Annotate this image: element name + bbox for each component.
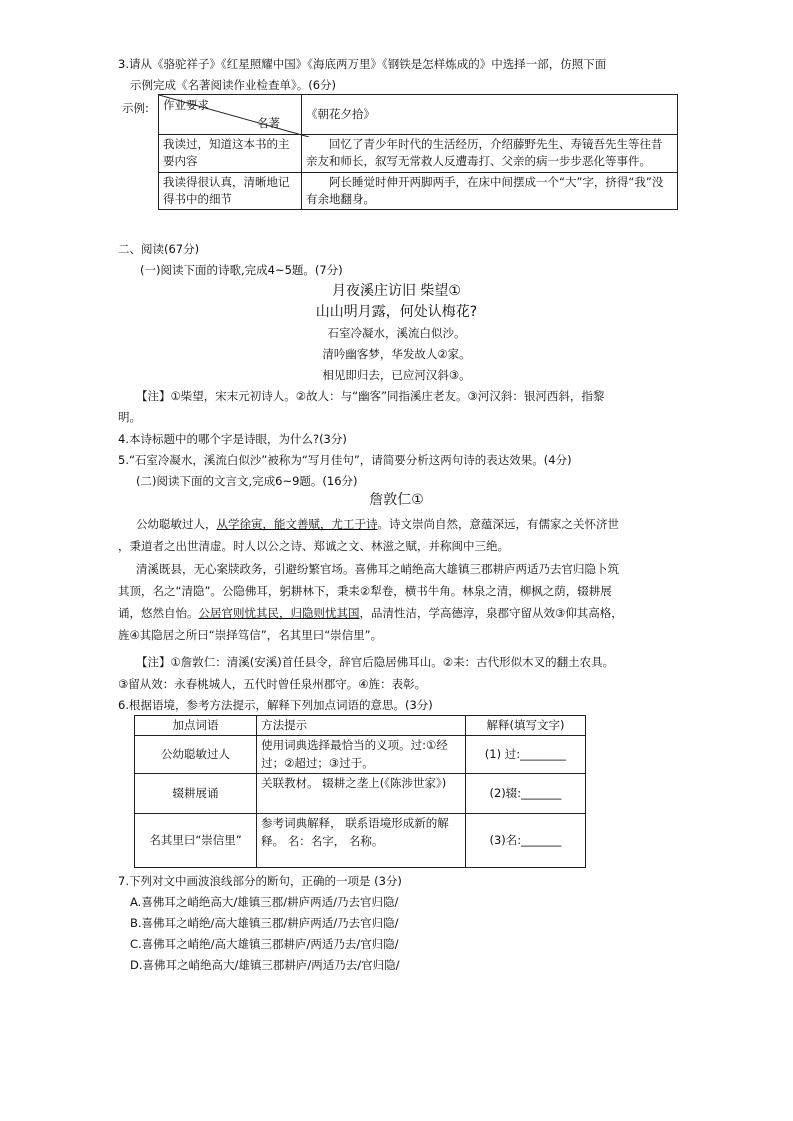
row-word-1: 公幼聪敏过人	[135, 736, 257, 774]
option-d[interactable]: D.喜佛耳之峭绝高大/雄镇三郡耕庐/两适乃去/官归隐/	[130, 958, 400, 972]
answer-blank-3[interactable]: (3)名:_______	[465, 814, 585, 868]
question-6-stem: 6.根据语境，参考方法提示，解释下列加点词语的意思。(3分)	[118, 698, 433, 712]
corner-bottom-label: 名著	[257, 116, 280, 130]
part2-intro: (二)阅读下面的文言文,完成6~9题。(16分)	[136, 474, 358, 488]
section-heading: 二、阅读(67分)	[118, 242, 200, 256]
prose-p2-line4: 旌④其隐居之所曰“崇择笃信”，名其里曰“崇信里”。	[118, 628, 383, 642]
header-hint: 方法提示	[257, 716, 466, 736]
prose-title: 詹敦仁①	[369, 492, 424, 508]
row2-answer: 阿长睡觉时伸开两脚两手，在床中间摆成一个“大”字，挤得“我”没有余地翻身。	[302, 172, 678, 210]
poem-title: 月夜溪庄访旧 柴望①	[331, 283, 461, 299]
prose-note-line2: ③留从效：永春桃城人，五代时曾任泉州郡守。④旌：表彰。	[118, 677, 427, 691]
header-answer: 解释(填写文字)	[465, 716, 585, 736]
prose-p2-a: 诵，悠然自怡。	[118, 606, 199, 620]
table-corner-cell	[159, 95, 302, 135]
poem-note-line1: 【注】①柴望，宋末元初诗人。②故人：与“幽客”同指溪庄老友。③河汉斜：银河西斜，指黎	[136, 389, 605, 403]
row1-answer: 回忆了青少年时代的生活经历，介绍藤野先生、寿镜吾先生等往昔亲友和师长，叙写无常救人反遭毒打、父亲的病一步步恶化等事件。	[302, 135, 678, 173]
question-4: 4.本诗标题中的哪个字是诗眼，为什么?(3分)	[118, 432, 347, 446]
row-word-2: 辍耕展诵	[135, 774, 257, 814]
prose-note-line1: 【注】①詹敦仁：清溪(安溪)首任县令，辞官后隐居佛耳山。②耒：古代形似木叉的翻土农具。	[136, 655, 615, 669]
prose-p1-c: 。诗文崇尚自然，意蕴深远，有儒家之关怀济世	[377, 517, 619, 531]
poem-note-line2: 明。	[118, 410, 141, 424]
option-b[interactable]: B.喜佛耳之峭绝/高大雄镇三郡/耕庐两适/乃去官归隐/	[130, 916, 399, 930]
option-a[interactable]: A.喜佛耳之峭绝高大/雄镇三郡/耕庐两适/乃去官归隐/	[130, 895, 399, 909]
prose-p2-c: ，品清性洁，学高德淳，泉郡守留从效③仰其高格，	[359, 606, 623, 620]
prose-p2-underlined: 公居官则忧其民，归隐则忧其国	[198, 606, 360, 620]
row-hint-2: 关联教材。 辍耕之垄上(《陈涉世家》)	[257, 774, 466, 814]
row2-requirement: 我读得很认真，清晰地记得书中的细节	[159, 172, 302, 210]
prose-p1-underlined: 从学徐寅，能文善赋，尤工于诗	[216, 517, 378, 531]
prose-p1-a: 公幼聪敏过人，	[136, 517, 217, 531]
prose-p2-line2: 其顶，名之“清隐”。公隐佛耳，躬耕林下，秉耒②犁卷，横书牛角。林泉之清，柳枫之荫，辍耕展	[118, 584, 612, 598]
answer-blank-1[interactable]: (1) 过:________	[465, 736, 585, 774]
row-hint-1: 使用词典选择最恰当的义项。过:①经过；②超过；③过于。	[257, 736, 466, 774]
row-word-3: 名其里曰“崇信里”	[135, 814, 257, 868]
prose-p2-line3	[118, 605, 623, 623]
q3-stem-line1: 3.请从《骆驼祥子》《红星照耀中国》《海底两万里》《钢铁是怎样炼成的》中选择一部，仿照下面	[118, 57, 607, 71]
header-word: 加点词语	[135, 716, 257, 736]
reading-check-table	[158, 94, 678, 210]
example-label: 示例:	[122, 101, 149, 115]
prose-p2-line1: 清溪既县，无心案牍政务，引避纷繁官场。喜佛耳之峭绝高大雄镇三郡耕庐两适乃去官归隐卜筑	[136, 562, 619, 576]
word-explanation-table	[134, 715, 586, 868]
question-7-stem: 7.下列对文中画波浪线部分的断句，正确的一项是 (3分)	[118, 874, 402, 888]
poem-line-3: 清吟幽客梦，华发故人②家。	[322, 347, 471, 361]
corner-top-label: 作业要求	[163, 98, 209, 112]
prose-p1-line2: ，秉道者之出世清虚。时人以公之诗、郑诚之文、林滋之赋，并称闽中三绝。	[118, 539, 509, 553]
q3-stem-line2: 示例完成《名著阅读作业检查单》。(6分)	[130, 78, 337, 92]
answer-blank-2[interactable]: (2)辍:_______	[465, 774, 585, 814]
row-hint-3: 参考词典解释， 联系语境形成新的解释。 名：名字， 名称。	[257, 814, 466, 868]
prose-p1-line1	[136, 516, 619, 534]
poem-line-1: 山山明月露，何处认梅花?	[315, 304, 478, 320]
part1-intro: (一)阅读下面的诗歌,完成4~5题。(7分)	[140, 263, 343, 277]
book-title-cell: 《朝花夕拾》	[302, 95, 678, 135]
question-5: 5.“石室冷凝水，溪流白似沙”被称为“写月佳句”，请简要分析这两句诗的表达效果。(4分)	[118, 453, 572, 467]
option-c[interactable]: C.喜佛耳之峭绝/高大雄镇三郡耕庐/两适乃去/官归隐/	[130, 937, 399, 951]
poem-line-2: 石室冷凝水，溪流白似沙。	[327, 326, 466, 340]
row1-requirement: 我读过，知道这本书的主要内容	[159, 135, 302, 173]
poem-line-4: 相见即归去，已应河汉斜③。	[322, 368, 471, 382]
